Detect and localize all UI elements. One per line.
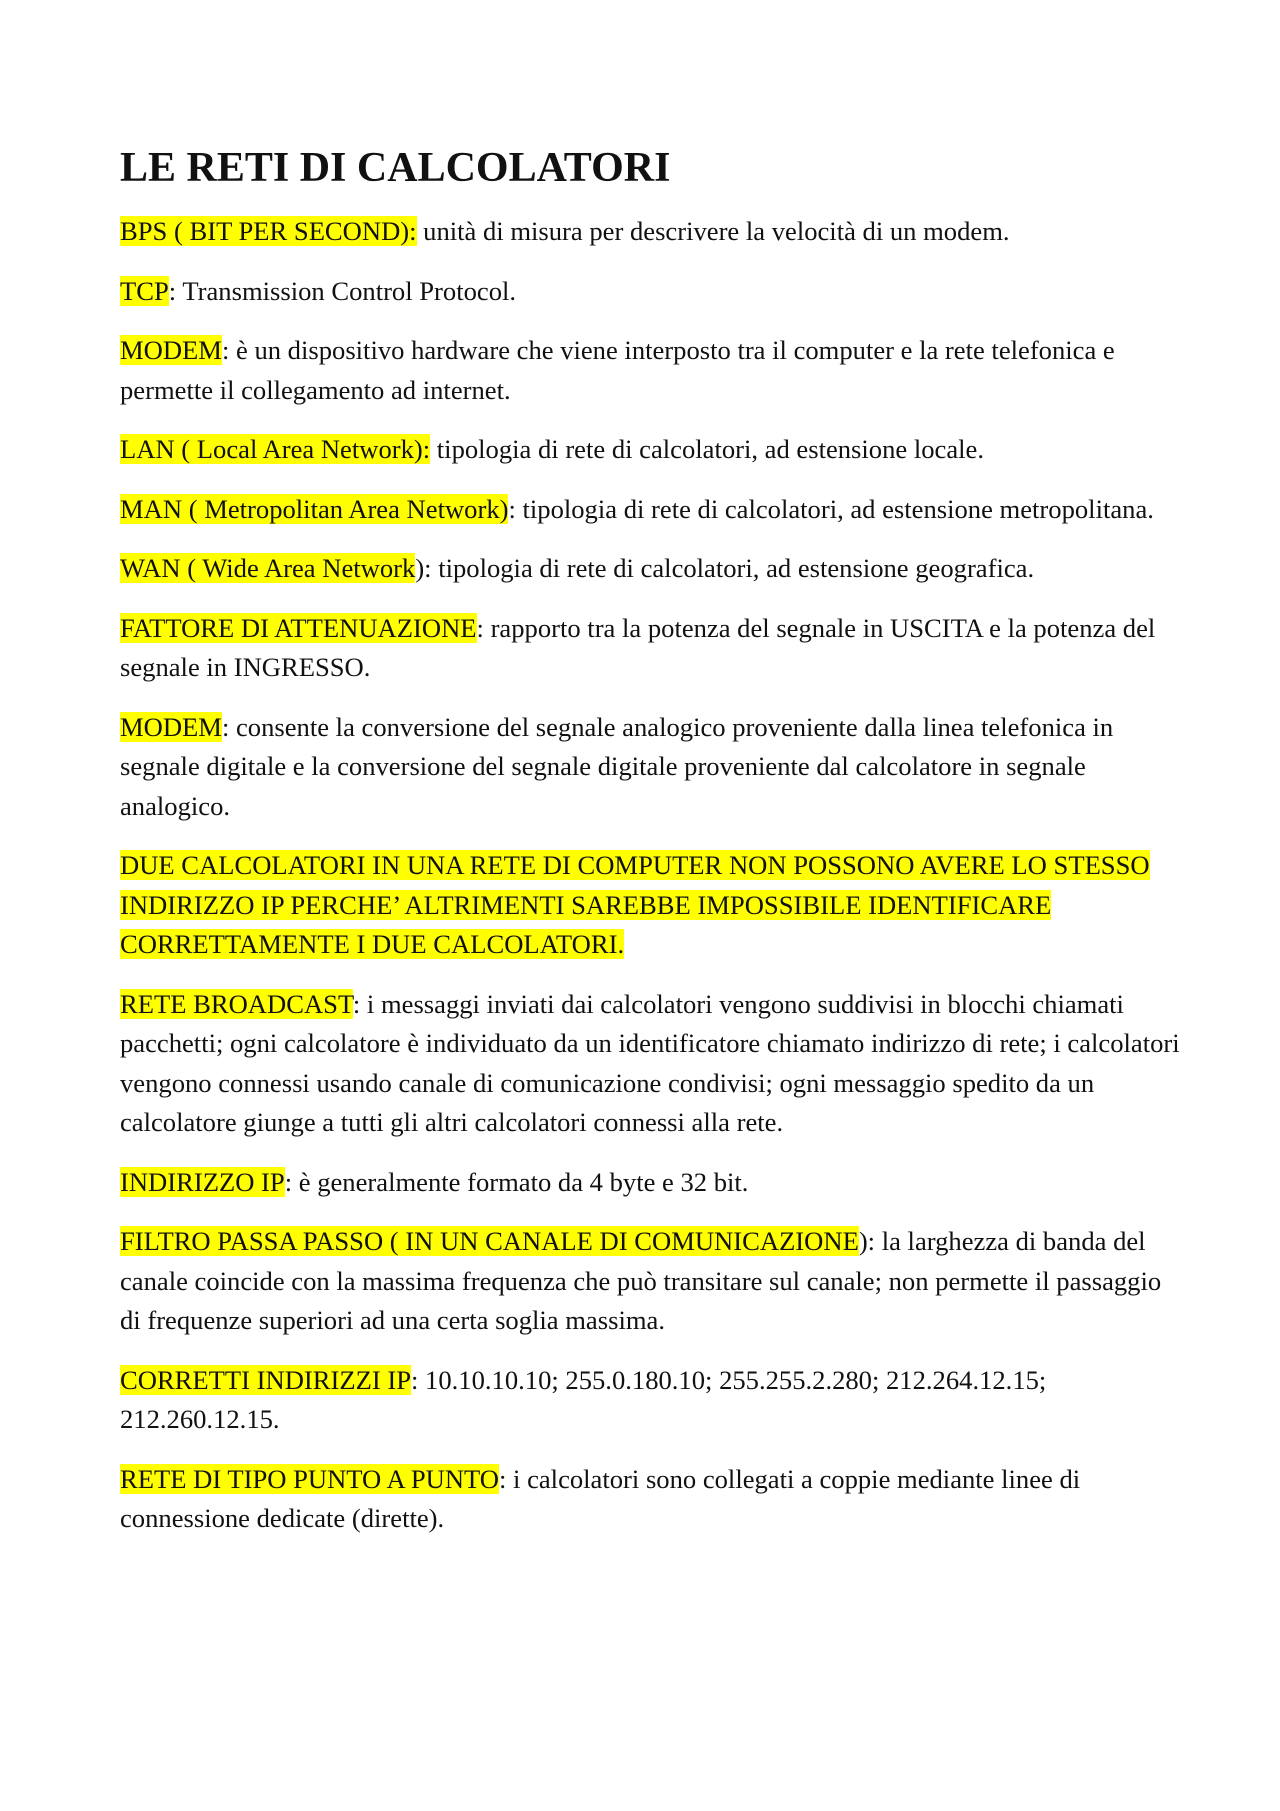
entry-indirizzo-ip-unico [120, 846, 1180, 965]
entry-man [120, 490, 1180, 530]
entry-text: : 10.10.10.10; 255.0.180.10; 255.255.2.280; 212.264.12.15; 212.260.12.15. [120, 1364, 1047, 1434]
entry-text: : è generalmente formato da 4 byte e 32 bit. [284, 1166, 749, 1197]
entry-text: : i calcolatori sono collegati a coppie mediante linee di connessione dedicate (dirette). [120, 1463, 1081, 1533]
entry-term: WAN ( Wide Area Network [120, 553, 416, 583]
entry-modem [120, 331, 1180, 410]
entry-text: tipologia di rete di calcolatori, ad estensione locale. [430, 434, 984, 464]
entry-tcp [120, 272, 1180, 312]
entry-term: LAN ( Local Area Network): [120, 434, 431, 464]
entry-rete-punto-a-punto [120, 1460, 1180, 1539]
entry-filtro-passa-passo [120, 1222, 1180, 1341]
entry-text: : rapporto tra la potenza del segnale in USCITA e la potenza del segnale in INGRESSO. [120, 612, 1156, 682]
entry-term: DUE CALCOLATORI IN UNA RETE DI COMPUTER NON POSSONO AVERE LO STESSO INDIRIZZO IP PERCHE’ ALTRIMENTI SAREBBE IMPOSSIBILE IDENTIFICARE CORRETTAMENTE I DUE CALCOLATORI. [120, 850, 1150, 959]
entry-bps [120, 212, 1180, 252]
entry-term: RETE DI TIPO PUNTO A PUNTO [120, 1463, 499, 1494]
entry-lan [120, 430, 1180, 470]
document-page [120, 140, 1180, 1559]
entry-term: MAN ( Metropolitan Area Network) [120, 493, 509, 524]
entry-corretti-indirizzi-ip [120, 1361, 1180, 1440]
entry-indirizzo-ip [120, 1163, 1180, 1203]
entry-fattore-attenuazione [120, 609, 1180, 688]
entry-text: : è un dispositivo hardware che viene interposto tra il computer e la rete telefonica e permette il collegamento ad internet. [120, 335, 1115, 405]
entry-text: ): tipologia di rete di calcolatori, ad estensione geografica. [415, 553, 1035, 583]
entry-term: MODEM [120, 711, 222, 742]
entry-term: FATTORE DI ATTENUAZIONE [120, 612, 477, 643]
entry-wan [120, 549, 1180, 589]
entry-term: INDIRIZZO IP [120, 1166, 285, 1197]
entry-text: : i messaggi inviati dai calcolatori vengono suddivisi in blocchi chiamati pacchetti; ogni calcolatore è individuato da un identificatore chiamato indirizzo di rete; i calcolatori vengono connessi usando canale di comunicazione condivisi; ogni messaggio spedito da un calcolatore giunge a tutti gli altri calcolatori connessi alla rete. [120, 988, 1180, 1137]
entry-term: BPS ( BIT PER SECOND): [120, 216, 417, 246]
entry-term: RETE BROADCAST [120, 988, 353, 1019]
entry-modem-conversione [120, 708, 1180, 827]
entry-text: : Transmission Control Protocol. [168, 275, 517, 306]
page-title: LE RETI DI CALCOLATORI [120, 145, 671, 191]
entry-term: MODEM [120, 335, 222, 365]
entry-text: : tipologia di rete di calcolatori, ad estensione metropolitana. [508, 493, 1154, 524]
entry-text: unità di misura per descrivere la velocità di un modem. [416, 216, 1010, 246]
entry-text: ): la larghezza di banda del canale coincide con la massima frequenza che può transitare sul canale; non permette il passaggio di frequenze superiori ad una certa soglia massima. [120, 1226, 1162, 1335]
entry-term: FILTRO PASSA PASSO ( IN UN CANALE DI COMUNICAZIONE [120, 1226, 859, 1256]
entry-term: CORRETTI INDIRIZZI IP [120, 1364, 412, 1395]
entry-text: : consente la conversione del segnale analogico proveniente dalla linea telefonica in segnale digitale e la conversione del segnale digitale proveniente dal calcolatore in segnale analogico. [120, 711, 1114, 821]
entry-rete-broadcast [120, 985, 1180, 1143]
entry-term: TCP [120, 275, 169, 306]
